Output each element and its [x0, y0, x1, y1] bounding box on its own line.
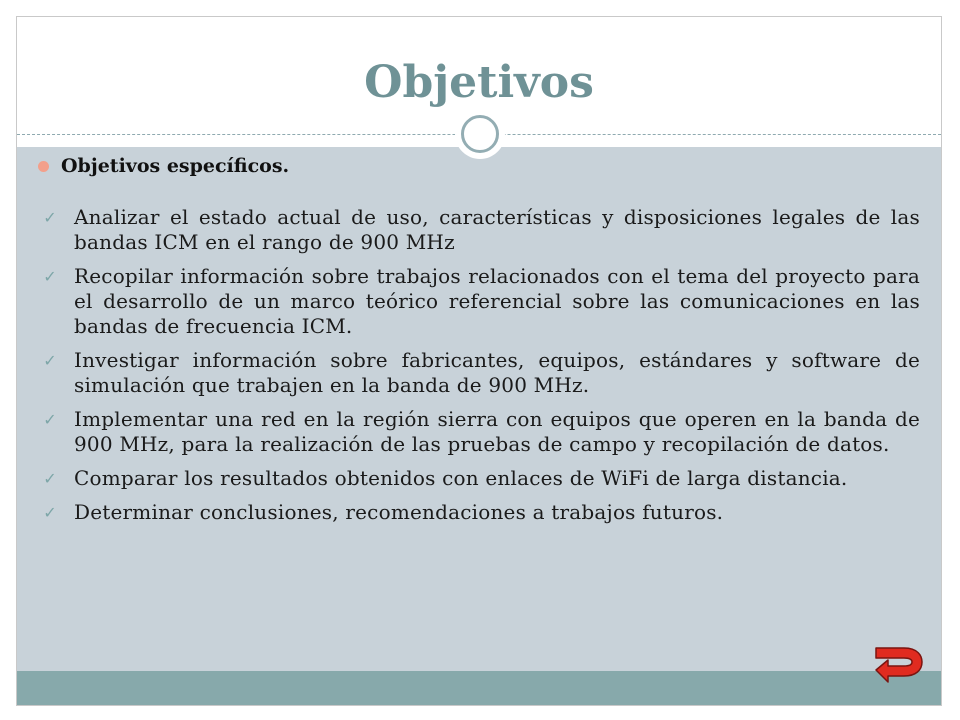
list-item	[40, 500, 920, 525]
ring-ornament-icon	[455, 109, 505, 159]
checkmark-icon: ✓	[43, 351, 57, 370]
slide-title: Objetivos	[364, 57, 594, 108]
checkmark-icon: ✓	[43, 503, 57, 522]
objective-text: Recopilar información sobre trabajos relacionados con el tema del proyecto para el desarrollo de un marco teórico referencial sobre las comunicaciones en las bandas de frecuencia ICM.	[74, 264, 920, 338]
list-item	[40, 466, 920, 491]
subheading	[38, 155, 289, 177]
return-arrow-icon[interactable]	[870, 638, 928, 684]
checkmark-icon: ✓	[43, 410, 57, 429]
checkmark-icon: ✓	[43, 208, 57, 227]
list-item	[40, 264, 920, 339]
objective-text: Comparar los resultados obtenidos con enlaces de WiFi de larga distancia.	[74, 466, 848, 490]
objectives-list	[40, 205, 920, 534]
subheading-text: Objetivos específicos.	[61, 155, 290, 177]
list-item	[40, 205, 920, 255]
checkmark-icon: ✓	[43, 267, 57, 286]
objective-text: Implementar una red en la región sierra con equipos que operen en la banda de 900 MHz, para la realización de las pruebas de campo y recopilación de datos.	[74, 407, 920, 456]
objective-text: Investigar información sobre fabricantes, equipos, estándares y software de simulación que trabajen en la banda de 900 MHz.	[74, 348, 920, 397]
objective-text: Analizar el estado actual de uso, características y disposiciones legales de las bandas ICM en el rango de 900 MHz	[74, 205, 920, 254]
bottom-bar	[17, 671, 941, 706]
checkmark-icon: ✓	[43, 469, 57, 488]
list-item	[40, 348, 920, 398]
bullet-dot-icon	[38, 161, 49, 172]
objective-text: Determinar conclusiones, recomendaciones a trabajos futuros.	[74, 500, 724, 524]
list-item	[40, 407, 920, 457]
